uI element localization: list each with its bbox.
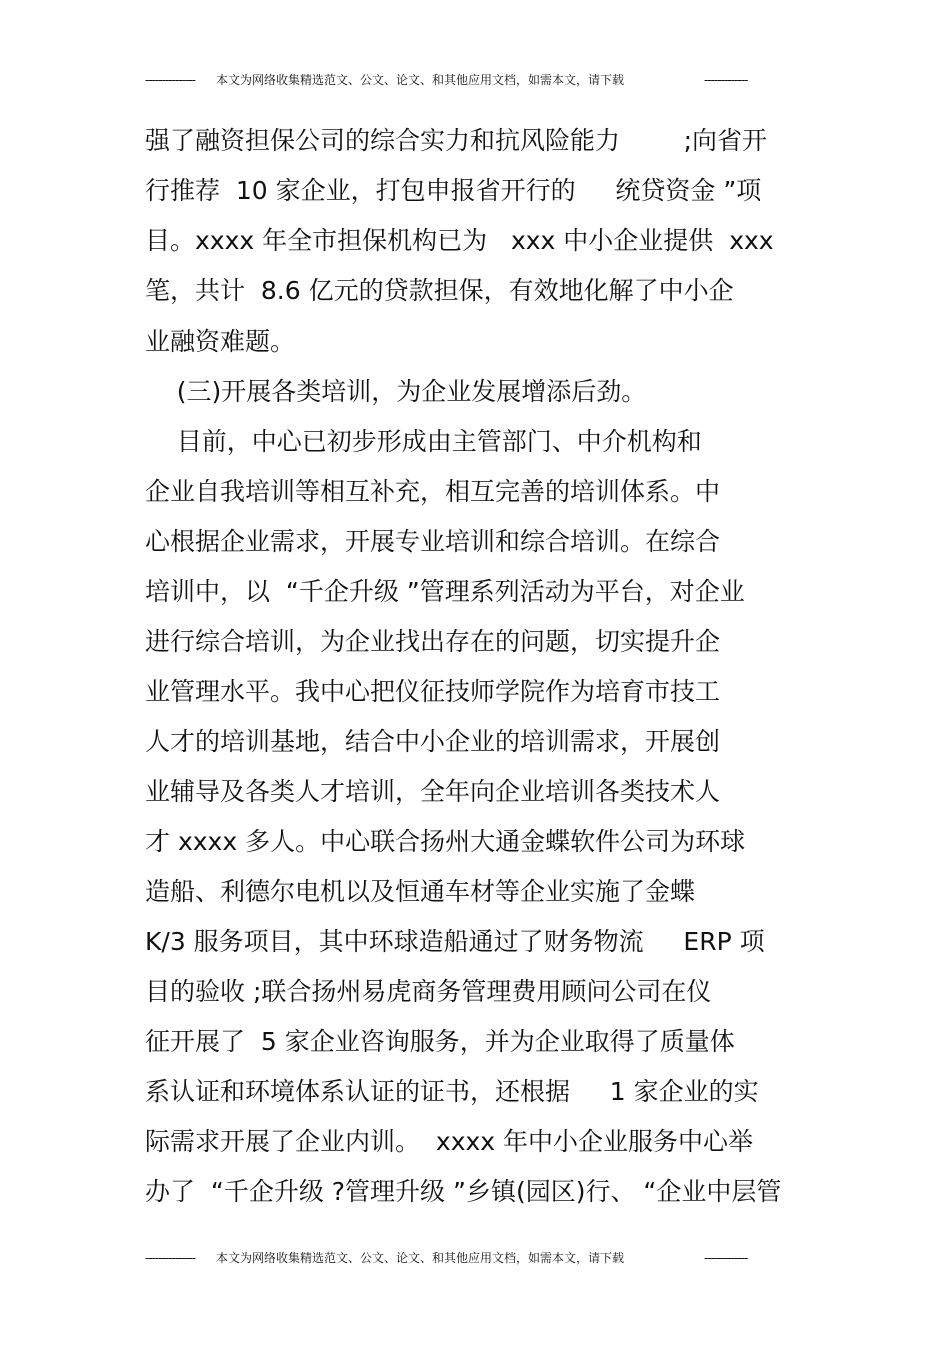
text-line: 业辅导及各类人才培训，全年向企业培训各类技术人 <box>145 777 721 806</box>
text-line: 行推荐 10 家企业，打包申报省开行的 统贷资金 ”项 <box>145 176 762 205</box>
text-line: 际需求开展了企业内训。 xxxx 年中小企业服务中心举 <box>145 1127 754 1156</box>
text-line: 系认证和环境体系认证的证书，还根据 1 家企业的实 <box>145 1077 759 1106</box>
text-line: 心根据企业需求，开展专业培训和综合培训。在综合 <box>145 527 721 556</box>
text-line: 笔，共计 8.6 亿元的贷款担保，有效地化解了中小企 <box>145 276 734 305</box>
header-dashes-left: --------------- <box>145 73 195 87</box>
header-dashes-right: ------------- <box>704 73 748 87</box>
text-line: K/3 服务项目，其中环球造船通过了财务物流 ERP 项 <box>145 927 765 956</box>
text-line: 进行综合培训，为企业找出存在的问题，切实提升企 <box>145 627 721 656</box>
page-header <box>0 70 950 90</box>
text-line: 企业自我培训等相互补充，相互完善的培训体系。中 <box>145 477 721 506</box>
text-line: 强了融资担保公司的综合实力和抗风险能力 ;向省开 <box>145 126 767 155</box>
page-footer <box>0 1248 950 1268</box>
text-line: 目。xxxx 年全市担保机构已为 xxx 中小企业提供 xxx <box>145 226 774 255</box>
footer-text: 本文为网络收集精选范文、公文、论文、和其他应用文档，如需本文，请下载 <box>216 1251 625 1265</box>
section-heading: (三)开展各类培训，为企业发展增添后劲。 <box>145 377 647 406</box>
text-line: 业管理水平。我中心把仪征技师学院作为培育市技工 <box>145 677 721 706</box>
footer-dashes-right: ------------- <box>704 1251 748 1265</box>
text-line: 目的验收 ;联合扬州易虎商务管理费用顾问公司在仪 <box>145 977 712 1006</box>
text-line: 才 xxxx 多人。中心联合扬州大通金蝶软件公司为环球 <box>145 827 746 856</box>
text-line: 业融资难题。 <box>145 327 296 356</box>
header-text: 本文为网络收集精选范文、公文、论文、和其他应用文档，如需本文，请下载 <box>216 73 625 87</box>
text-line: 培训中，以 “千企升级 ”管理系列活动为平台，对企业 <box>145 577 745 606</box>
text-line: 造船、利德尔电机以及恒通车材等企业实施了金蝶 <box>145 877 696 906</box>
text-line: 人才的培训基地，结合中小企业的培训需求，开展创 <box>145 727 721 756</box>
footer-dashes-left: --------------- <box>145 1251 195 1265</box>
text-line: 办了 “千企升级 ?管理升级 ”乡镇(园区)行、 “企业中层管 <box>145 1177 782 1206</box>
text-line: 征开展了 5 家企业咨询服务，并为企业取得了质量体 <box>145 1027 735 1056</box>
text-line: 目前，中心已初步形成由主管部门、中介机构和 <box>145 427 702 456</box>
